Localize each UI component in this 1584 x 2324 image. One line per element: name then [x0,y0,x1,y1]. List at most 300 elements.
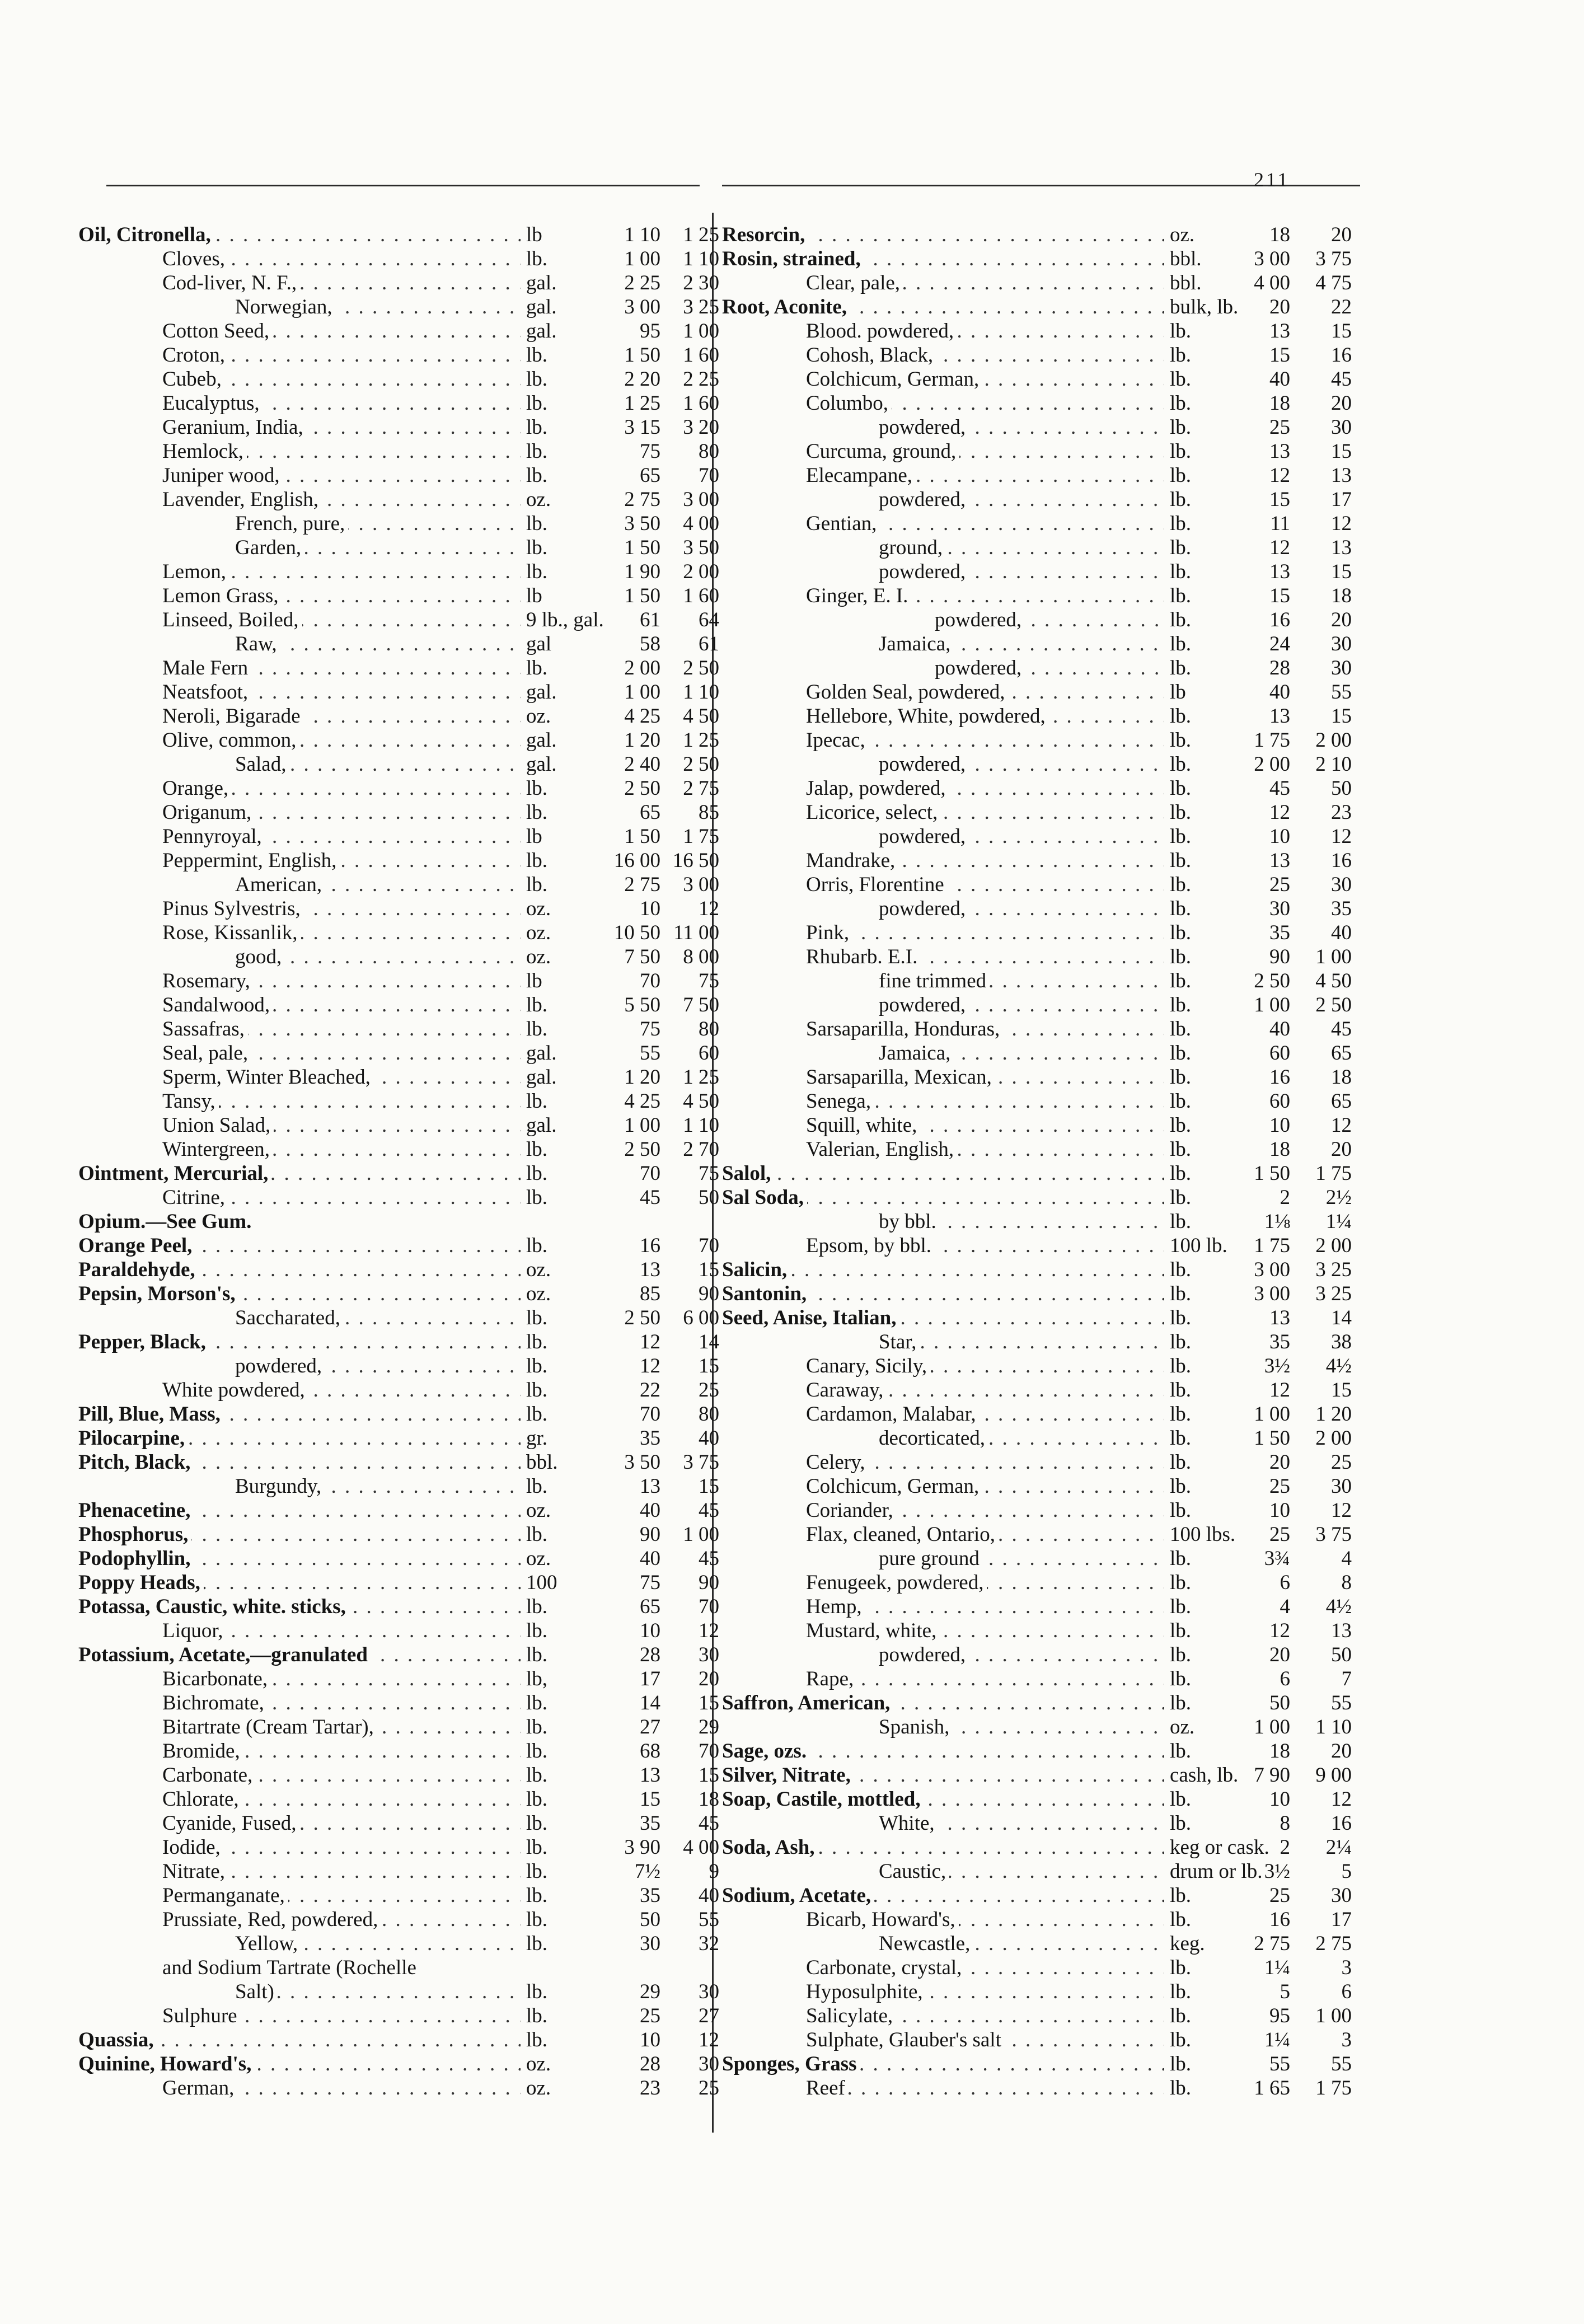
price-low: 70 [640,969,660,992]
item-name [162,1017,521,1041]
price-row [78,488,722,512]
item-label: Garden, [235,536,304,559]
price-low: 18 [1269,223,1290,246]
item-label: Croton, [162,344,228,367]
item-label: Sperm, Winter Bleached, [162,1066,374,1089]
item-label: Potassium, Acetate,—granulated [78,1643,371,1666]
price-high: 12 [1331,825,1352,848]
item-label: Mandrake, [806,849,898,872]
item-label: and Sodium Tartrate (Rochelle [162,1956,420,1979]
item-label: Hyposulphite, [806,1980,926,2003]
price-row [722,1739,1360,1763]
item-label: Bichromate, [162,1692,268,1714]
price-row [722,1378,1360,1402]
price-high: 13 [1331,464,1352,487]
price-list-right-column [722,223,1360,2100]
price-low: 12 [640,1330,660,1353]
item-name [162,1859,521,1883]
unit-label: lb. [1170,1547,1192,1570]
unit-label: lb. [526,1379,548,1402]
price-low: 16 [1269,1066,1290,1089]
item-label: Potassa, Caustic, white. sticks, [78,1595,349,1618]
item-label: Licorice, select, [806,801,941,824]
price-row [78,1715,722,1739]
price-row [722,1426,1360,1450]
item-label: Resorcin, [722,223,808,246]
item-label: Root, Aconite, [722,296,850,318]
price-high: 80 [699,440,719,463]
price-high: 20 [1331,608,1352,631]
item-name [235,752,521,776]
unit-label: lb. [1170,873,1192,896]
price-row [722,463,1360,488]
item-name [78,1547,521,1571]
item-name [78,1426,521,1450]
price-high: 2 00 [1315,1427,1352,1450]
price-high: 8 00 [683,945,719,968]
price-row [722,1619,1360,1643]
price-high: 30 [1331,1475,1352,1498]
unit-label: 100 [526,1571,557,1594]
price-row [78,560,722,584]
price-low: 16 [1269,608,1290,631]
price-row [78,1041,722,1065]
item-name [78,2028,521,2052]
item-label: Raw, [235,632,280,655]
price-high: 3 25 [1315,1258,1352,1281]
price-high: 75 [699,1162,719,1185]
price-low: 68 [640,1740,660,1763]
price-low: 35 [1269,1330,1290,1353]
price-row [78,1161,722,1186]
price-row [722,1041,1360,1065]
price-high: 15 [1331,320,1352,343]
item-name [162,728,521,752]
price-row [78,1691,722,1715]
price-low: 8 [1280,1812,1290,1835]
price-high: 3 25 [1315,1282,1352,1305]
price-row [78,849,722,873]
item-name [806,1498,1164,1522]
price-high: 2½ [1325,1186,1352,1209]
item-name [162,1619,521,1643]
price-high: 20 [1331,1740,1352,1763]
price-high: 15 [699,1258,719,1281]
unit-label: drum or lb. [1170,1860,1263,1883]
price-row [78,1763,722,1787]
price-high: 4 50 [683,705,719,728]
item-label: Phosphorus, [78,1523,191,1546]
unit-label: lb. [1170,1138,1192,1161]
price-high: 45 [699,1547,719,1570]
price-high: 17 [1331,488,1352,511]
unit-label: oz. [526,705,551,728]
price-high: 65 [1331,1042,1352,1065]
price-high: 16 [1331,344,1352,367]
price-row [78,1089,722,1113]
price-low: 1 50 [624,584,660,607]
item-name [722,1739,1164,1763]
item-name [162,849,521,873]
price-row [722,1883,1360,1908]
item-name [806,439,1164,463]
item-name [162,680,521,704]
price-low: 2 00 [624,657,660,680]
price-row [78,656,722,680]
item-label: fine trimmed [879,969,990,992]
price-low: 12 [640,1355,660,1377]
price-row [722,536,1360,560]
item-name [879,824,1164,849]
price-row [722,656,1360,680]
price-row [722,1787,1360,1811]
item-label: Union Salad, [162,1114,274,1137]
unit-label: lb. [1170,753,1192,776]
price-list-left-column [78,223,722,2100]
unit-label: lb. [1170,1475,1192,1498]
price-high: 38 [1331,1330,1352,1353]
unit-label: lb. [1170,1571,1192,1594]
price-low: 28 [640,2053,660,2075]
price-row [78,1811,722,1835]
item-label: Salicylate, [806,2004,896,2027]
price-high: 65 [1331,1090,1352,1113]
unit-label: lb. [1170,777,1192,800]
price-low: 40 [1269,368,1290,391]
item-label: Wintergreen, [162,1138,273,1161]
price-high: 12 [699,897,719,920]
price-low: 85 [640,1282,660,1305]
price-row [722,1859,1360,1883]
item-label: Citrine, [162,1186,228,1209]
price-high: 90 [699,1282,719,1305]
price-row [722,439,1360,463]
price-row [722,1571,1360,1595]
item-label: Hemlock, [162,440,247,463]
unit-label: lb. [1170,1788,1192,1811]
item-name [162,1908,521,1932]
unit-label: lb. [1170,1812,1192,1835]
price-high: 4 50 [683,1090,719,1113]
item-name [162,560,521,584]
price-high: 1 00 [1315,945,1352,968]
price-row [722,1258,1360,1282]
unit-label: lb, [526,1667,548,1690]
price-row [78,1956,722,1980]
unit-label: lb. [1170,344,1192,367]
item-name [879,1932,1164,1956]
price-row [722,993,1360,1017]
unit-label: lb. [526,1355,548,1377]
price-high: 3 75 [1315,1523,1352,1546]
unit-label: lb [526,825,542,848]
price-high: 40 [1331,921,1352,944]
item-label: Rose, Kissanlik, [162,921,301,944]
item-label: Salt) [235,1980,278,2003]
item-label: Sage, ozs. [722,1740,810,1763]
price-row [722,1354,1360,1378]
price-high: 20 [1331,1138,1352,1161]
item-label: Cubeb, [162,368,225,391]
price-low: 3¾ [1264,1547,1290,1570]
price-row [78,295,722,319]
unit-label: lb. [1170,512,1192,535]
unit-label: lb. [1170,608,1192,631]
unit-label: lb. [526,1595,548,1618]
price-high: 14 [1331,1306,1352,1329]
price-row [78,439,722,463]
price-row [722,415,1360,439]
price-low: 13 [640,1764,660,1787]
price-high: 4½ [1325,1355,1352,1377]
price-row [78,945,722,969]
price-row [722,1667,1360,1691]
unit-label: 9 lb., gal. [526,608,604,631]
price-low: 3 15 [624,416,660,439]
item-name [162,1763,521,1787]
price-high: 18 [1331,584,1352,607]
item-name [162,2076,521,2100]
price-low: 3 00 [1254,247,1290,270]
item-name [806,800,1164,824]
price-row [78,391,722,415]
price-low: 10 [1269,825,1290,848]
price-high: 55 [1331,2053,1352,2075]
unit-label: lb. [526,247,548,270]
item-label: powdered, [879,416,969,439]
item-name [162,271,521,295]
price-high: 6 [1341,1980,1352,2003]
price-low: 20 [1269,1643,1290,1666]
price-high: 1 00 [1315,2004,1352,2027]
price-row [722,849,1360,873]
item-name [806,776,1164,800]
item-name [162,776,521,800]
price-high: 27 [699,2004,719,2027]
price-low: 2 50 [624,1306,660,1329]
price-high: 16 50 [672,849,719,872]
price-row [78,1547,722,1571]
item-name [235,632,521,656]
item-label: American, [235,873,325,896]
price-row [722,1402,1360,1426]
price-low: 2 40 [624,753,660,776]
price-high: 15 [699,1355,719,1377]
price-low: 29 [640,1980,660,2003]
price-high: 70 [699,464,719,487]
unit-label: lb. [1170,801,1192,824]
price-high: 1 75 [1315,1162,1352,1185]
item-label: Pill, Blue, Mass, [78,1403,224,1426]
item-label: Silver, Nitrate, [722,1764,854,1787]
price-row [78,632,722,656]
price-low: 5 [1280,1980,1290,2003]
item-name [722,1835,1164,1859]
price-row [78,800,722,824]
unit-label: lb. [1170,921,1192,944]
price-row [78,584,722,608]
price-row [78,1210,722,1234]
price-low: 1⅛ [1264,1210,1290,1233]
price-low: 6 [1280,1571,1290,1594]
item-label: Cyanide, Fused, [162,1812,299,1835]
unit-label: lb. [526,1643,548,1666]
price-low: 3 00 [1254,1282,1290,1305]
unit-label: lb. [1170,2004,1192,2027]
item-label: Jamaica, [879,632,954,655]
item-name [162,1956,420,1980]
item-label: Eucalyptus, [162,392,263,415]
unit-label: lb. [1170,1980,1192,2003]
price-low: 40 [1269,1018,1290,1041]
price-low: 25 [1269,873,1290,896]
item-name [78,1450,521,1474]
unit-label: bulk, lb. [1170,296,1239,318]
item-name [162,1089,521,1113]
unit-label: lb. [1170,657,1192,680]
unit-label: lb. [526,873,548,896]
price-high: 4 75 [1315,271,1352,294]
item-label: powdered, [879,488,969,511]
price-high: 5 [1341,1860,1352,1883]
price-low: 1 50 [624,536,660,559]
price-row [78,824,722,849]
item-name [806,391,1164,415]
unit-label: bbl. [1170,247,1202,270]
item-label: Salad, [235,753,289,776]
price-low: 65 [640,1595,660,1618]
price-high: 30 [1331,632,1352,655]
item-label: Colchicum, German, [806,368,982,391]
price-low: 12 [1269,1379,1290,1402]
item-name [78,1595,521,1619]
item-name [935,608,1164,632]
item-name [162,1715,521,1739]
item-name [162,656,521,680]
item-label: Neatsfoot, [162,681,251,704]
item-name [78,1402,521,1426]
item-name [879,1547,1164,1571]
price-low: 58 [640,632,660,655]
price-low: 60 [1269,1042,1290,1065]
price-high: 2 00 [1315,1234,1352,1257]
item-name [722,1186,1164,1210]
item-label: powdered, [235,1355,325,1377]
price-high: 12 [1331,512,1352,535]
price-row [78,1643,722,1667]
item-name [806,2076,1164,2100]
unit-label: oz. [526,945,551,968]
unit-label: lb. [526,512,548,535]
unit-label: lb. [1170,632,1192,655]
price-high: 2 50 [683,753,719,776]
price-high: 9 [709,1860,719,1883]
item-label: decorticated, [879,1427,988,1450]
price-high: 35 [1331,897,1352,920]
item-name [78,1330,521,1354]
item-name [235,512,521,536]
item-label: Canary, Sicily, [806,1355,930,1377]
item-name [162,1835,521,1859]
price-row [722,1113,1360,1137]
unit-label: lb. [526,1619,548,1642]
price-row [78,2052,722,2076]
item-label: Caraway, [806,1379,887,1402]
price-row [78,752,722,776]
unit-label: lb. [1170,1884,1192,1907]
item-name [879,752,1164,776]
price-row [78,1378,722,1402]
unit-label: oz. [526,1258,551,1281]
item-label: Ointment, Mercurial, [78,1162,271,1185]
item-label: Mustard, white, [806,1619,940,1642]
item-label: Yellow, [235,1932,301,1955]
price-high: 70 [699,1234,719,1257]
price-low: 30 [640,1932,660,1955]
unit-label: lb. [1170,1619,1192,1642]
item-label: Sulphate, Glauber's salt [806,2028,1005,2051]
item-name [162,824,521,849]
price-high: 4 50 [1315,969,1352,992]
price-high: 12 [1331,1114,1352,1137]
item-label: Podophyllin, [78,1547,194,1570]
price-high: 4 [1341,1547,1352,1570]
item-name [162,969,521,993]
price-high: 14 [699,1330,719,1353]
item-label: Newcastle, [879,1932,973,1955]
item-label: Elecampane, [806,464,916,487]
price-low: 12 [1269,536,1290,559]
item-name [162,439,521,463]
price-high: 2 75 [683,777,719,800]
item-label: Pitch, Black, [78,1451,194,1474]
item-label: Opium.—See Gum. [78,1210,255,1233]
price-low: 10 [1269,1499,1290,1522]
item-name [78,1571,521,1595]
unit-label: gal. [526,729,557,752]
price-high: 64 [699,608,719,631]
price-row [78,536,722,560]
unit-label: gal. [526,296,557,318]
price-low: 13 [640,1475,660,1498]
unit-label: lb. [1170,1258,1192,1281]
unit-label: lb. [1170,729,1192,752]
price-high: 32 [699,1932,719,1955]
price-low: 35 [640,1884,660,1907]
price-row [722,1643,1360,1667]
price-low: 2 [1280,1836,1290,1859]
price-row [78,1474,722,1498]
item-label: Sulphure [162,2004,241,2027]
item-name [162,1041,521,1065]
item-name [78,2052,521,2076]
item-label: by bbl. [879,1210,940,1233]
unit-label: lb. [1170,320,1192,343]
item-name [235,945,521,969]
price-high: 20 [1331,392,1352,415]
price-row [722,1282,1360,1306]
item-label: Golden Seal, powdered, [806,681,1009,704]
price-row [78,223,722,247]
item-label: Salol, [722,1162,774,1185]
price-row [722,1161,1360,1186]
item-label: Flax, cleaned, Ontario, [806,1523,999,1546]
price-row [722,1474,1360,1498]
price-low: 50 [640,1908,660,1931]
item-label: Liquor, [162,1619,226,1642]
price-row [78,271,722,295]
unit-label: lb. [1170,1210,1192,1233]
